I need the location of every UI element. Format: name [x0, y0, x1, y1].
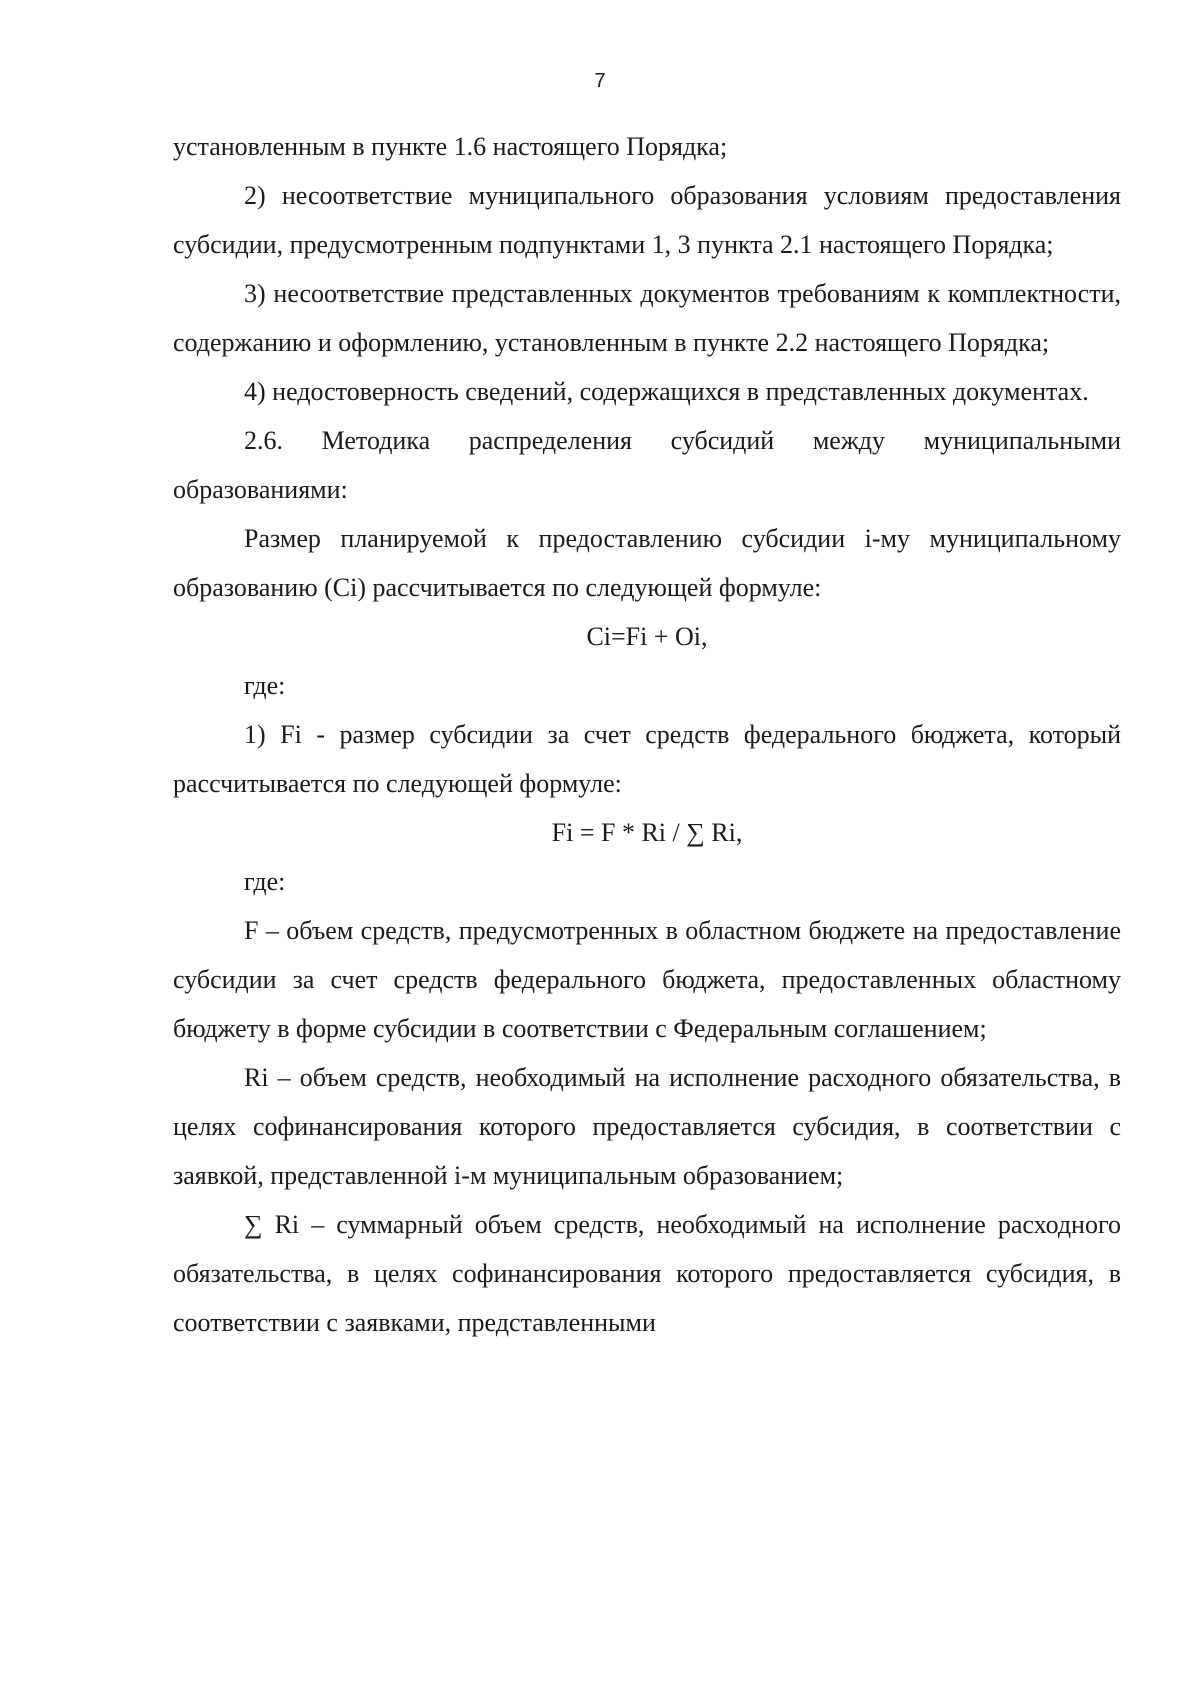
paragraph-section-2-6: 2.6. Методика распределения субсидий между муниципальными образованиями:: [173, 426, 1121, 504]
document-body: [173, 122, 1121, 1347]
paragraph-item-2: 2) несоответствие муниципального образования условиям предоставления субсидии, предусмотренным подпунктами 1, 3 пункта 2.1 настоящего Порядка;: [173, 181, 1121, 259]
paragraph-item-4: 4) недостоверность сведений, содержащихся в представленных документах.: [244, 377, 1089, 406]
paragraph-f-definition: F – объем средств, предусмотренных в областном бюджете на предоставление субсидии за счет средств федерального бюджета, предоставленных областному бюджету в форме субсидии в соответствии с Федеральным соглашением;: [173, 916, 1121, 1043]
paragraph-ri-definition: Ri – объем средств, необходимый на исполнение расходного обязательства, в целях софинансирования которого предоставляется субсидия, в соответствии с заявкой, представленной i-м муниципальным образованием;: [173, 1063, 1121, 1190]
paragraph-subsidy-size: Размер планируемой к предоставлению субсидии i-му муниципальному образованию (Ci) рассчитывается по следующей формуле:: [173, 524, 1121, 602]
page-number: 7: [594, 70, 606, 92]
paragraph-where: где:: [244, 671, 286, 700]
formula-ci: Ci=Fi + Oi,: [586, 622, 708, 651]
paragraph-fi-definition: 1) Fi - размер субсидии за счет средств федерального бюджета, который рассчитывается по следующей формуле:: [173, 720, 1121, 798]
paragraph-where-2: где:: [244, 867, 286, 896]
formula-fi: Fi = F * Ri / ∑ Ri,: [551, 818, 743, 847]
paragraph-item-3: 3) несоответствие представленных документов требованиям к комплектности, содержанию и оформлению, установленным в пункте 2.2 настоящего Порядка;: [173, 279, 1121, 357]
paragraph-continuation: установленным в пункте 1.6 настоящего Порядка;: [173, 132, 728, 161]
paragraph-sum-ri-definition: ∑ Ri – суммарный объем средств, необходимый на исполнение расходного обязательства, в целях софинансирования которого предоставляется субсидия, в соответствии с заявками, представленными: [173, 1210, 1121, 1337]
